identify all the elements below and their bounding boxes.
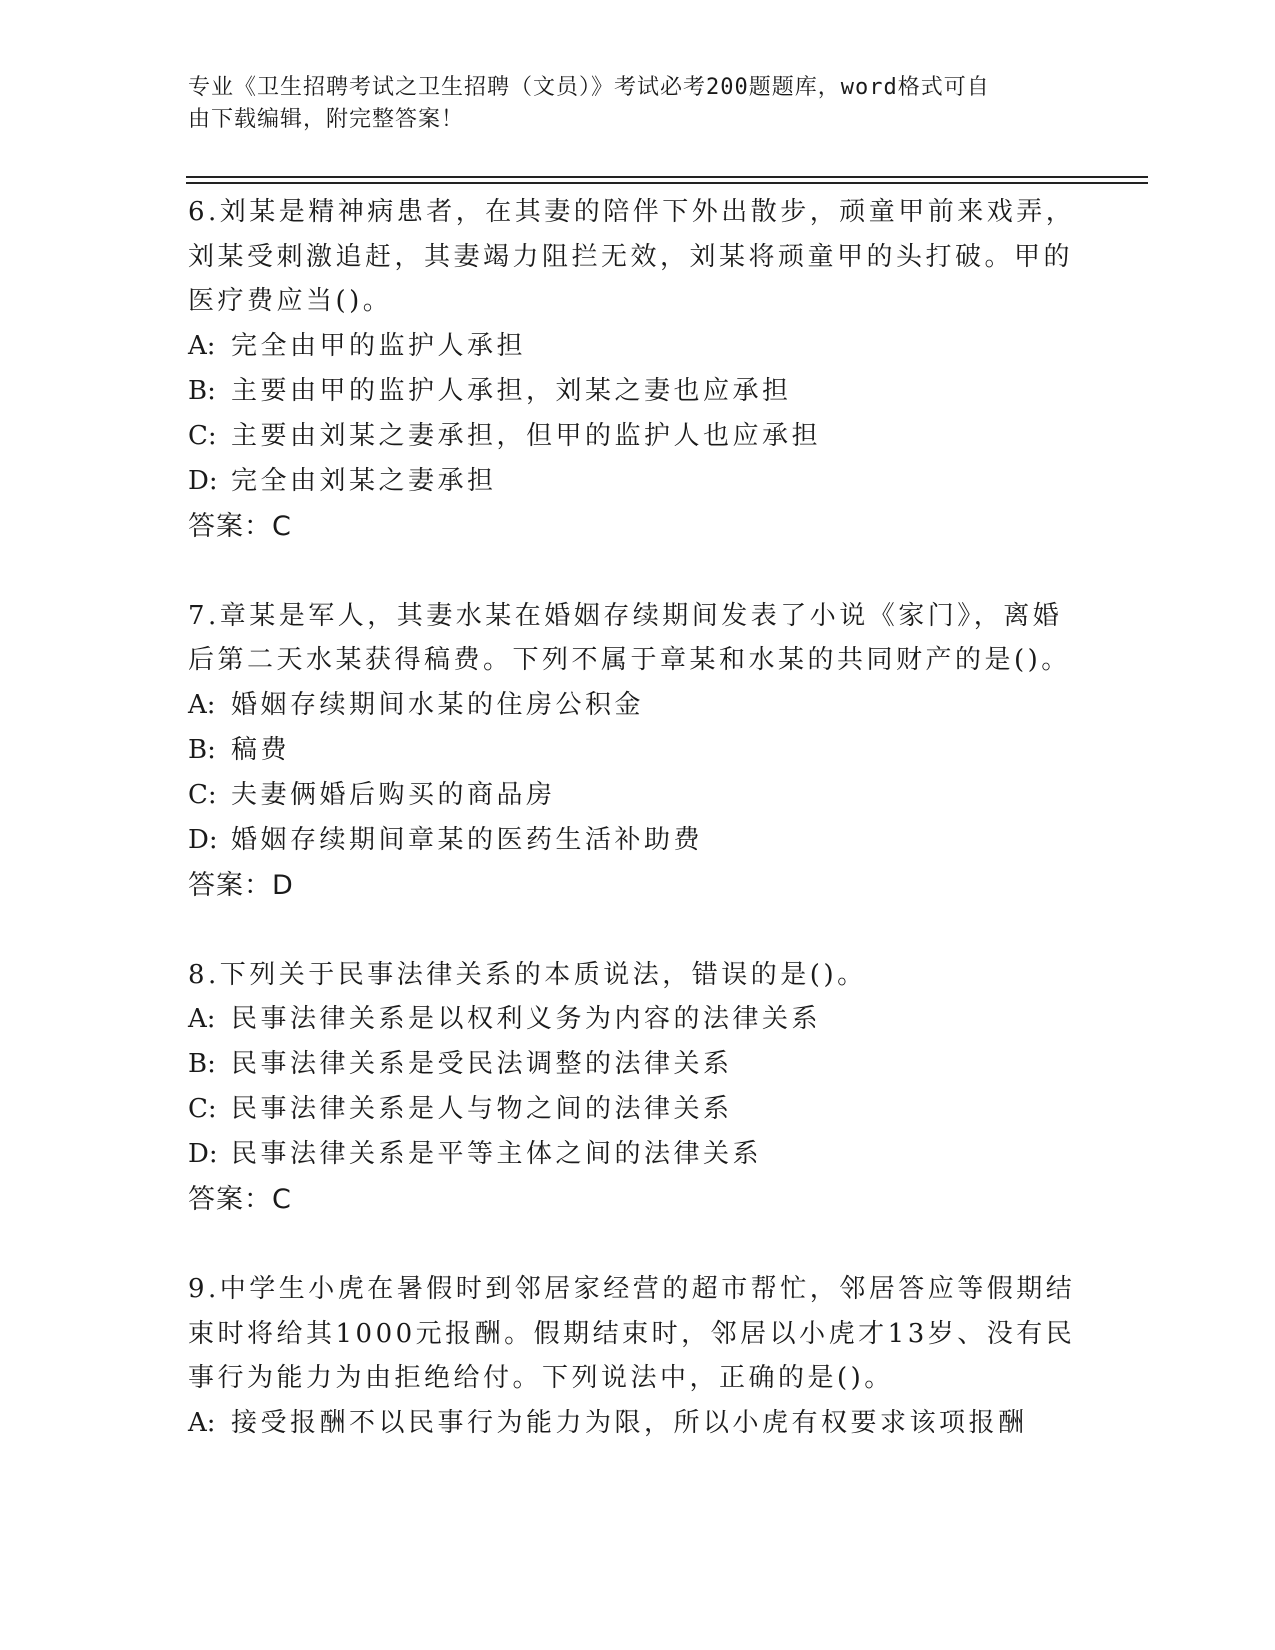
option-letter: A: (188, 689, 216, 720)
option-text: 完全由甲的监护人承担 (231, 330, 527, 361)
option-d (188, 459, 1088, 504)
option-text: 稿费 (231, 734, 291, 765)
option-letter: B: (188, 734, 216, 765)
option-d (188, 1132, 1088, 1177)
option-letter: B: (188, 375, 216, 406)
option-letter: A: (188, 1004, 216, 1034)
question-6 (188, 190, 1088, 549)
option-letter: A: (188, 1407, 216, 1438)
option-text: 完全由刘某之妻承担 (231, 465, 497, 496)
question-list (188, 190, 1088, 1446)
option-text: 主要由甲的监护人承担，刘某之妻也应承担 (231, 375, 792, 406)
header-divider-bottom (186, 182, 1148, 184)
option-letter: A: (188, 330, 216, 361)
option-c (188, 1087, 1088, 1132)
option-a (188, 997, 1088, 1042)
document-header (188, 72, 1068, 136)
question-7 (188, 594, 1088, 908)
option-text: 接受报酬不以民事行为能力为限，所以小虎有权要求该项报酬 (231, 1407, 1028, 1438)
option-b (188, 369, 1088, 414)
option-text: 婚姻存续期间水某的住房公积金 (231, 689, 645, 720)
answer-line: 答案：D (188, 869, 294, 901)
answer-line: 答案：C (188, 510, 292, 542)
option-text: 民事法律关系是人与物之间的法律关系 (231, 1094, 733, 1124)
option-a (188, 1401, 1088, 1446)
option-text: 主要由刘某之妻承担，但甲的监护人也应承担 (231, 420, 822, 451)
option-letter: C: (188, 1094, 217, 1124)
option-text: 民事法律关系是以权利义务为内容的法律关系 (231, 1004, 822, 1034)
question-stem: 9.中学生小虎在暑假时到邻居家经营的超市帮忙，邻居答应等假期结束时将给其1000元报酬。假期结束时，邻居以小虎才13岁、没有民事行为能力为由拒绝给付。下列说法中，正确的是()。 (188, 1274, 1076, 1393)
question-stem: 7.章某是军人，其妻水某在婚姻存续期间发表了小说《家门》，离婚后第二天水某获得稿费。下列不属于章某和水某的共同财产的是()。 (188, 600, 1071, 675)
question-8 (188, 953, 1088, 1223)
option-text: 夫妻俩婚后购买的商品房 (231, 779, 556, 810)
option-d (188, 818, 1088, 863)
option-a (188, 324, 1088, 369)
header-divider-top (186, 176, 1148, 178)
option-letter: C: (188, 779, 217, 810)
option-a (188, 683, 1088, 728)
option-c (188, 773, 1088, 818)
option-letter: D: (188, 1139, 218, 1169)
option-b (188, 728, 1088, 773)
header-line-1: 专业《卫生招聘考试之卫生招聘（文员）》考试必考200题题库，word格式可自 (188, 75, 990, 100)
question-stem: 6.刘某是精神病患者，在其妻的陪伴下外出散步，顽童甲前来戏弄，刘某受刺激追赶，其妻竭力阻拦无效，刘某将顽童甲的头打破。甲的医疗费应当()。 (188, 197, 1076, 316)
option-letter: B: (188, 1049, 216, 1079)
option-text: 婚姻存续期间章某的医药生活补助费 (231, 824, 704, 855)
option-letter: D: (188, 465, 218, 496)
option-text: 民事法律关系是受民法调整的法律关系 (231, 1049, 733, 1079)
option-b (188, 1042, 1088, 1087)
question-stem: 8.下列关于民事法律关系的本质说法，错误的是()。 (188, 959, 867, 990)
answer-line: 答案：C (188, 1184, 292, 1215)
header-line-2: 由下载编辑，附完整答案！ (188, 107, 465, 132)
question-9 (188, 1267, 1088, 1446)
option-text: 民事法律关系是平等主体之间的法律关系 (231, 1139, 763, 1169)
option-letter: C: (188, 420, 217, 451)
option-c (188, 414, 1088, 459)
option-letter: D: (188, 824, 218, 855)
